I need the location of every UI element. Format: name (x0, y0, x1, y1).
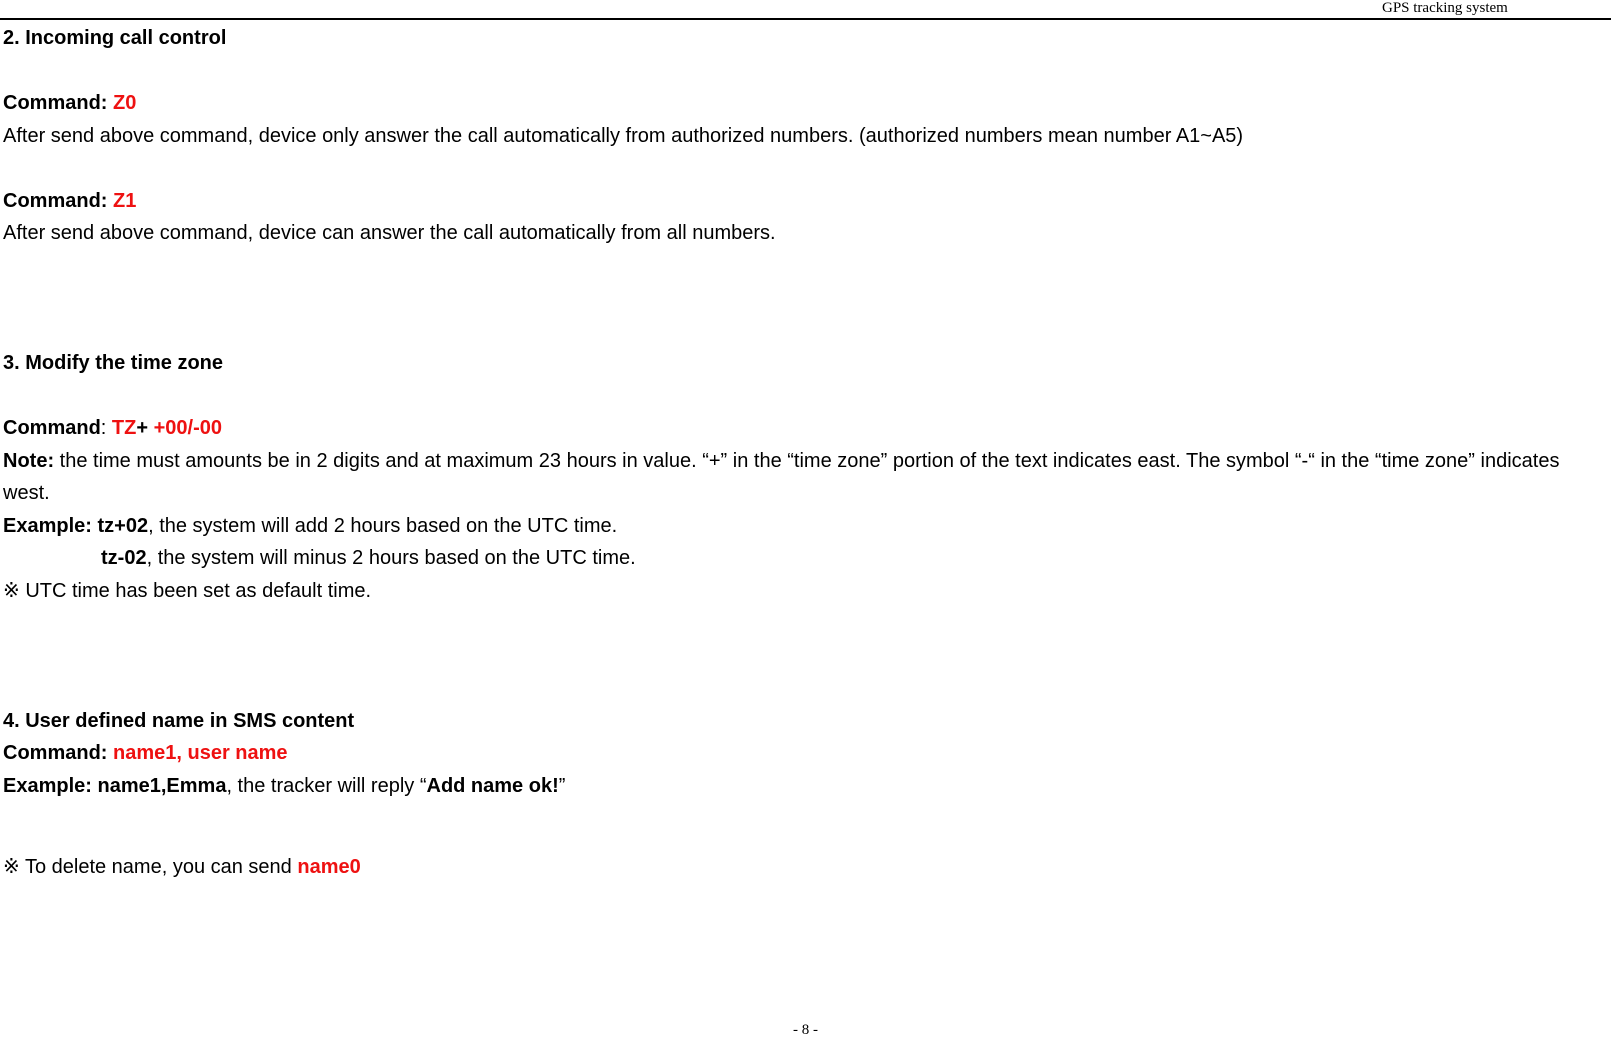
command-code-z1: Z1 (113, 189, 137, 212)
header-rule (0, 18, 1611, 20)
page-header-title: GPS tracking system (1382, 0, 1508, 16)
utc-note: ※ UTC time has been set as default time. (3, 579, 372, 602)
command-code-tz: TZ (111, 417, 137, 439)
command-label: Command: (3, 92, 113, 114)
delete-prefix: ※ To delete name, you can send (3, 855, 298, 878)
blank-line (3, 835, 1603, 851)
blank-line (3, 315, 1603, 348)
command-label: Command: (3, 189, 113, 212)
section-3-heading: 3. Modify the time zone (3, 352, 224, 374)
example-line-1 (3, 510, 1603, 543)
example-line-2 (3, 542, 1603, 575)
note-paragraph (3, 445, 1603, 510)
example-code-2: tz-02 (101, 547, 147, 569)
blank-line (3, 672, 1603, 705)
command-code-offset: +00/-00 (148, 417, 222, 439)
example-name-line (3, 770, 1603, 803)
command-name-line (3, 737, 1603, 770)
blank-line (3, 640, 1603, 673)
example-close-quote: ” (558, 774, 566, 797)
command-z1-description: After send above command, device can answer the call automatically from all numbers. (3, 222, 776, 244)
command-code-z0: Z0 (113, 92, 137, 114)
blank-line (3, 802, 1603, 835)
command-z0-line (3, 87, 1603, 120)
example-text: , the tracker will reply “ (226, 774, 427, 797)
command-plus: + (136, 417, 149, 439)
command-label: Command: (3, 742, 113, 764)
section-4-heading: 4. User defined name in SMS content (3, 709, 355, 732)
delete-name-note (3, 851, 1603, 884)
command-tz-line (3, 412, 1603, 445)
example-text-1: , the system will add 2 hours based on the UTC time. (148, 514, 618, 537)
section-2-heading: 2. Incoming call control (3, 27, 227, 49)
example-code-1: tz+02 (97, 514, 149, 537)
command-separator: : (100, 417, 112, 439)
page-number: - 8 - (793, 1022, 818, 1038)
note-text: the time must amounts be in 2 digits and at maximum 23 hours in value. “+” in the “time zone” portion of the text indicates east. The symbol “-“ in the “time zone” indicates west. (3, 449, 1560, 504)
blank-line (3, 152, 1603, 185)
blank-line (3, 282, 1603, 315)
blank-line (3, 55, 1603, 88)
command-label: Command (3, 417, 101, 439)
blank-line (3, 607, 1603, 640)
example-label: Example: (3, 514, 98, 537)
command-code-name: name1, user name (113, 742, 288, 764)
command-z1-line (3, 185, 1603, 218)
document-body (3, 22, 1603, 883)
delete-code: name0 (297, 855, 361, 878)
command-z0-description: After send above command, device only answer the call automatically from authorized numbers. (authorized numbers mean number A1~A5) (3, 124, 1244, 147)
blank-line (3, 250, 1603, 283)
example-text-2: , the system will minus 2 hours based on the UTC time. (146, 547, 636, 569)
reply-text: Add name ok! (426, 774, 559, 797)
blank-line (3, 380, 1603, 413)
note-label: Note: (3, 449, 55, 472)
example-label: Example: name1,Emma (3, 774, 227, 797)
